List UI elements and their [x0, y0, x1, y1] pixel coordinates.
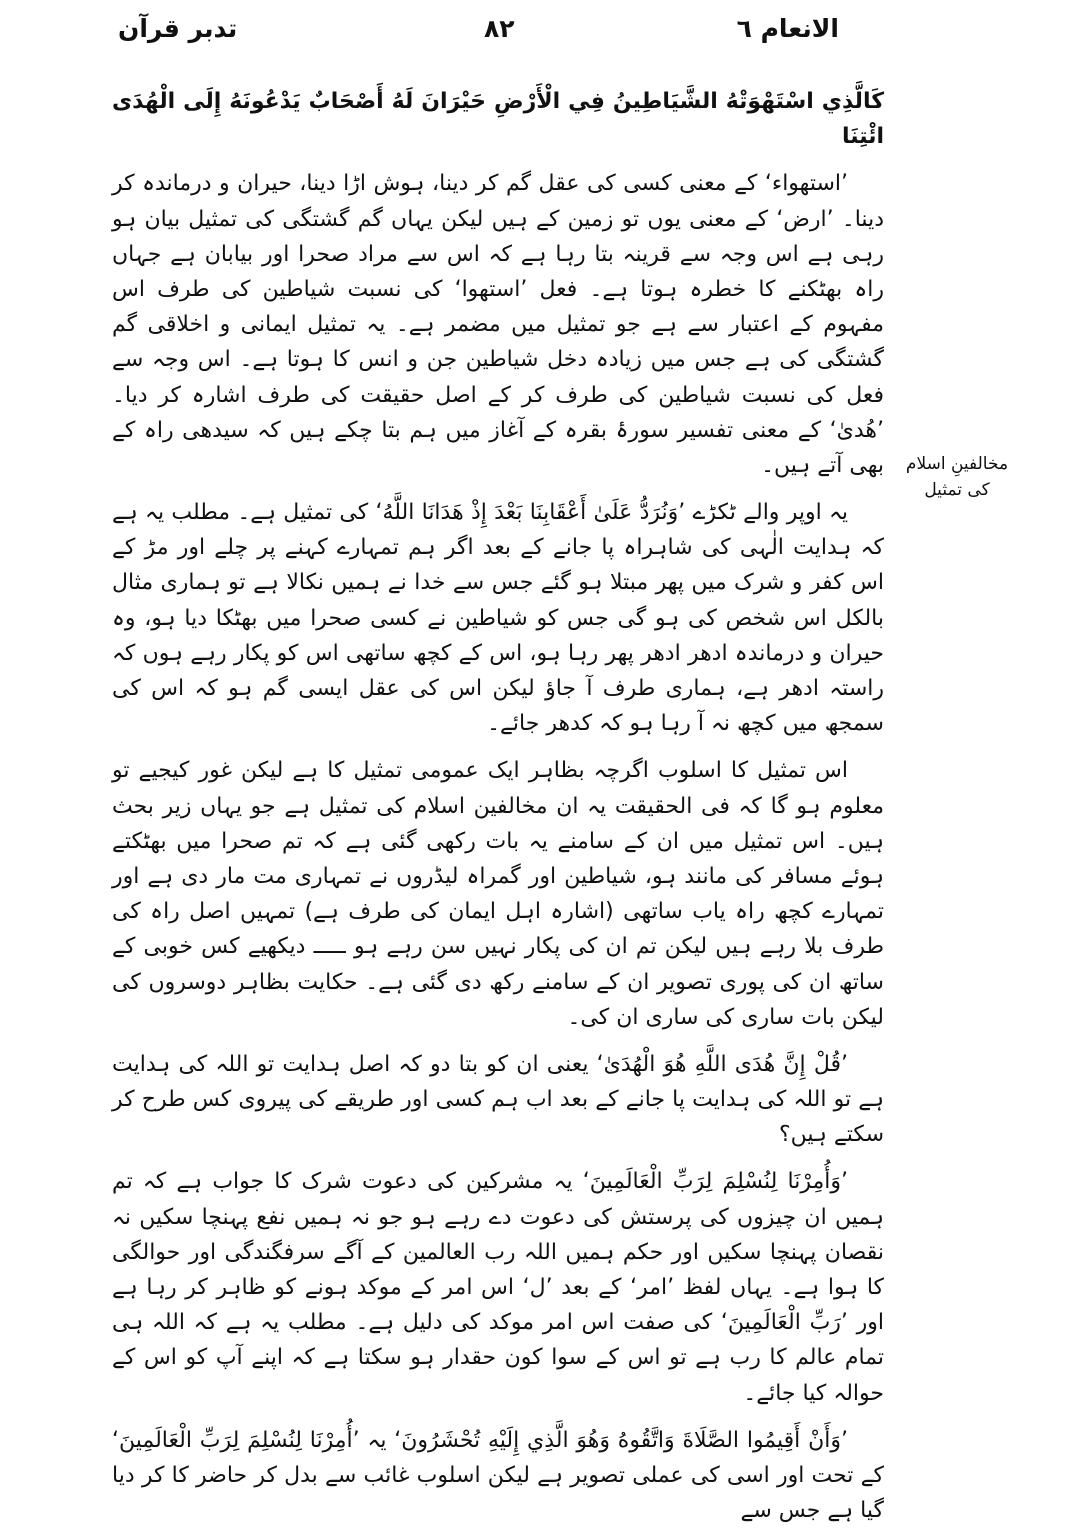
verse-line: كَالَّذِي اسْتَهْوَتْهُ الشَّيَاطِينُ فِي الْأَرْضِ حَيْرَانَ لَهُ أَصْحَابٌ يَدْعُونَهُ إِلَى الْهُدَى ائْتِنَا	[112, 89, 884, 150]
book-title: تدبر قرآن	[118, 14, 238, 43]
margin-note: مخالفینِ اسلام کی تمثیل	[905, 454, 1009, 500]
paragraph: یہ اوپر والے ٹکڑے ’وَنُرَدُّ عَلَىٰ أَعْقَابِنَا بَعْدَ إِذْ هَدَانَا اللَّهُ‘ کی تمثیل ہے۔ مطلب یہ ہے کہ ہدایت الٰہی کی شاہراہ پا جانے کے بعد اگر ہم تمہارے کہنے پر چلے اور مڑ کے اس کفر و شرک میں پھر مبتلا ہو گئے جس سے خدا نے ہمیں نکالا ہے تو ہماری مثال بالکل اس شخص کی ہو گی جس کو شیاطین نے کسی صحرا میں بھٹکا دیا ہو، وہ حیران و درماندہ ادھر ادھر پھر رہا ہو، اس کے کچھ ساتھی اس کو پکار رہے ہوں کہ راستہ ادھر ہے، ہماری طرف آ جاؤ لیکن اس کی عقل ایسی گم ہو کہ اس کی سمجھ میں کچھ نہ آ رہا ہو کہ کدھر جائے۔	[112, 500, 884, 737]
body-text	[112, 84, 884, 1540]
surah-name: الانعام ٦	[736, 14, 839, 43]
paragraph: ’قُلْ إِنَّ هُدَى اللَّهِ هُوَ الْهُدَىٰ‘ یعنی ان کو بتا دو کہ اصل ہدایت تو اللہ کی ہدایت ہے تو اللہ کی ہدایت پا جانے کے بعد اب ہم کسی اور طریقے کی پیروی کس طرح کر سکتے ہیں؟	[112, 1051, 884, 1148]
paragraph: ’وَأُمِرْنَا لِنُسْلِمَ لِرَبِّ الْعَالَمِينَ‘ یہ مشرکین کی دعوت شرک کا جواب ہے کہ تم ہمیں ان چیزوں کی پرستش کی دعوت دے رہے ہو جو نہ ہمیں نفع پہنچا سکیں نہ نقصان پہنچا سکیں اور حکم ہمیں اللہ رب العالمین کے آگے سرفگندگی اور حوالگی کا ہوا ہے۔ یہاں لفظ ’امر‘ کے بعد ’ل‘ اس امر کے موکد ہونے کو ظاہر کر رہا ہے اور ’رَبِّ الْعَالَمِينَ‘ کی صفت اس امر موکد کی دلیل ہے۔ مطلب یہ ہے کہ اللہ ہی تمام عالم کا رب ہے تو اس کے سوا کون حقدار ہو سکتا ہے کہ اپنے آپ کو اس کے حوالہ کیا جائے۔	[112, 1169, 884, 1406]
paragraph: اس تمثیل کا اسلوب اگرچہ بظاہر ایک عمومی تمثیل کا ہے لیکن غور کیجیے تو معلوم ہو گا کہ فی الحقیقت یہ ان مخالفین اسلام کی تمثیل ہے جو یہاں زیر بحث ہیں۔ اس تمثیل میں ان کے سامنے یہ بات رکھی گئی ہے کہ تم صحرا میں بھٹکتے ہوئے مسافر کی مانند ہو، شیاطین اور گمراہ لیڈروں نے تمہاری مت مار دی ہے اور تمہارے کچھ راہ یاب ساتھی (اشارہ اہل ایمان کی طرف ہے) تمہیں اصل راہ کی طرف بلا رہے ہیں لیکن تم ان کی پکار نہیں سن رہے ہو ـــــ دیکھیے کس خوبی کے ساتھ ان کی پوری تصویر ان کے سامنے رکھ دی گئی ہے۔ حکایت بظاہر دوسروں کی لیکن بات ساری کی ساری ان کی۔	[112, 758, 884, 1030]
paragraph: ’وَأَنْ أَقِيمُوا الصَّلَاةَ وَاتَّقُوهُ وَهُوَ الَّذِي إِلَيْهِ تُحْشَرُونَ‘ یہ ’أُمِرْنَا لِنُسْلِمَ لِرَبِّ الْعَالَمِينَ‘ کے تحت اور اسی کی عملی تصویر ہے لیکن اسلوب غائب سے بدل کر حاضر کا کر دیا گیا ہے جس سے	[112, 1427, 884, 1524]
page-number: ٨٢	[484, 14, 515, 43]
paragraph: ’استھواء‘ کے معنی کسی کی عقل گم کر دینا، ہوش اڑا دینا، حیران و درماندہ کر دینا۔ ’ارض‘ کے معنی یوں تو زمین کے ہیں لیکن یہاں گم گشتگی کی تمثیل بیان ہو رہی ہے اس وجہ سے قرینہ بتا رہا ہے کہ اس سے مراد صحرا اور بیابان ہے جہاں راہ بھٹکنے کا خطرہ ہوتا ہے۔ فعل ’استھوا‘ کی نسبت شیاطین کی طرف اس مفہوم کے اعتبار سے ہے جو تمثیل میں مضمر ہے۔ یہ تمثیل ایمانی و اخلاقی گم گشتگی کی ہے جس میں زیادہ دخل شیاطین جن و انس کا ہوتا ہے۔ اس وجہ سے فعل کی نسبت شیاطین کی طرف کر کے اصل حقیقت کی طرف اشارہ کر دیا۔ ’ھُدیٰ‘ کے معنی تفسیر سورۂ بقرہ کے آغاز میں ہم بتا چکے ہیں کہ سیدھی راہ کے بھی آتے ہیں۔	[112, 171, 884, 478]
page-header	[0, 14, 1071, 58]
